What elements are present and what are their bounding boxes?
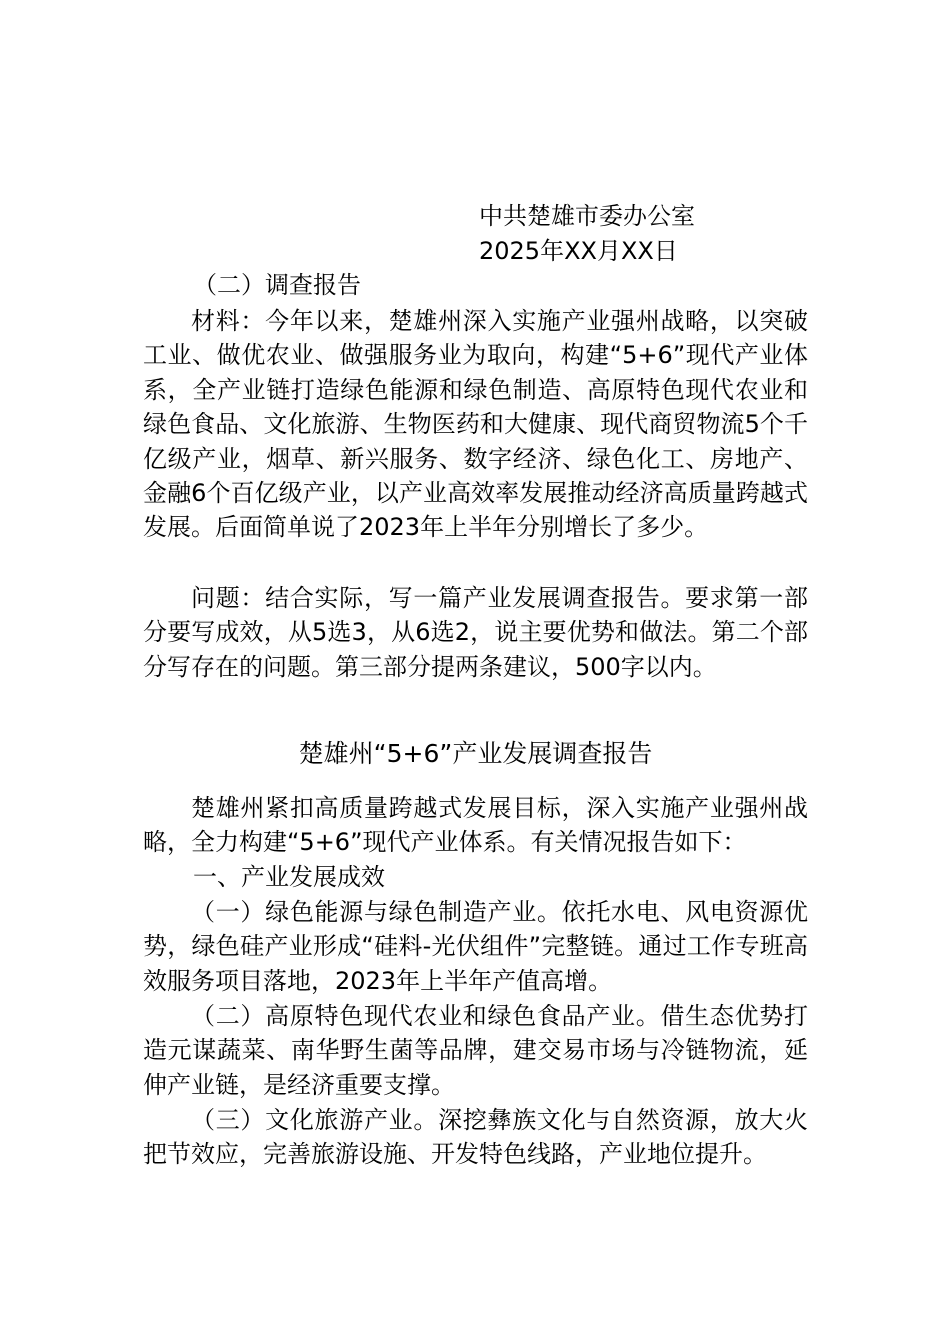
achievement-item <box>143 1103 808 1172</box>
achievement-text: （三）文化旅游产业。深挖彝族文化与自然资源，放大火把节效应，完善旅游设施、开发特色线路，产业地位提升。 <box>143 1106 808 1169</box>
intro-text: 楚雄州紧扣高质量跨越式发展目标，深入实施产业强州战略，全力构建“5+6”现代产业体系。有关情况报告如下： <box>143 794 808 857</box>
report-title: 楚雄州“5+6”产业发展调查报告 <box>298 739 653 768</box>
material-paragraph <box>143 304 808 545</box>
question-text: 问题：结合实际，写一篇产业发展调查报告。要求第一部分要写成效，从5选3，从6选2，说主要优势和做法。第二个部分写存在的问题。第三部分提两条建议，500字以内。 <box>143 584 808 681</box>
signature-date: 2025年XX月XX日 <box>479 237 678 265</box>
section-heading: 一、产业发展成效 <box>193 863 385 891</box>
intro-paragraph <box>143 791 808 860</box>
signature-organization: 中共楚雄市委办公室 <box>479 202 695 230</box>
question-paragraph <box>143 581 808 684</box>
section-label: （二）调查报告 <box>193 271 361 299</box>
achievement-item <box>143 999 808 1102</box>
achievement-item <box>143 895 808 998</box>
material-text: 材料：今年以来，楚雄州深入实施产业强州战略，以突破工业、做优农业、做强服务业为取向，构建“5+6”现代产业体系，全产业链打造绿色能源和绿色制造、高原特色现代农业和绿色食品、文化旅游、生物医药和大健康、现代商贸物流5个千亿级产业，烟草、新兴服务、数字经济、绿色化工、房地产、金融6个百亿级产业，以产业高效率发展推动经济高质量跨越式发展。后面简单说了2023年上半年分别增长了多少。 <box>143 307 808 542</box>
achievement-text: （一）绿色能源与绿色制造产业。依托水电、风电资源优势，绿色硅产业形成“硅料-光伏组件”完整链。通过工作专班高效服务项目落地，2023年上半年产值高增。 <box>143 898 808 995</box>
achievement-text: （二）高原特色现代农业和绿色食品产业。借生态优势打造元谋蔬菜、南华野生菌等品牌，建交易市场与冷链物流，延伸产业链，是经济重要支撑。 <box>143 1002 808 1099</box>
